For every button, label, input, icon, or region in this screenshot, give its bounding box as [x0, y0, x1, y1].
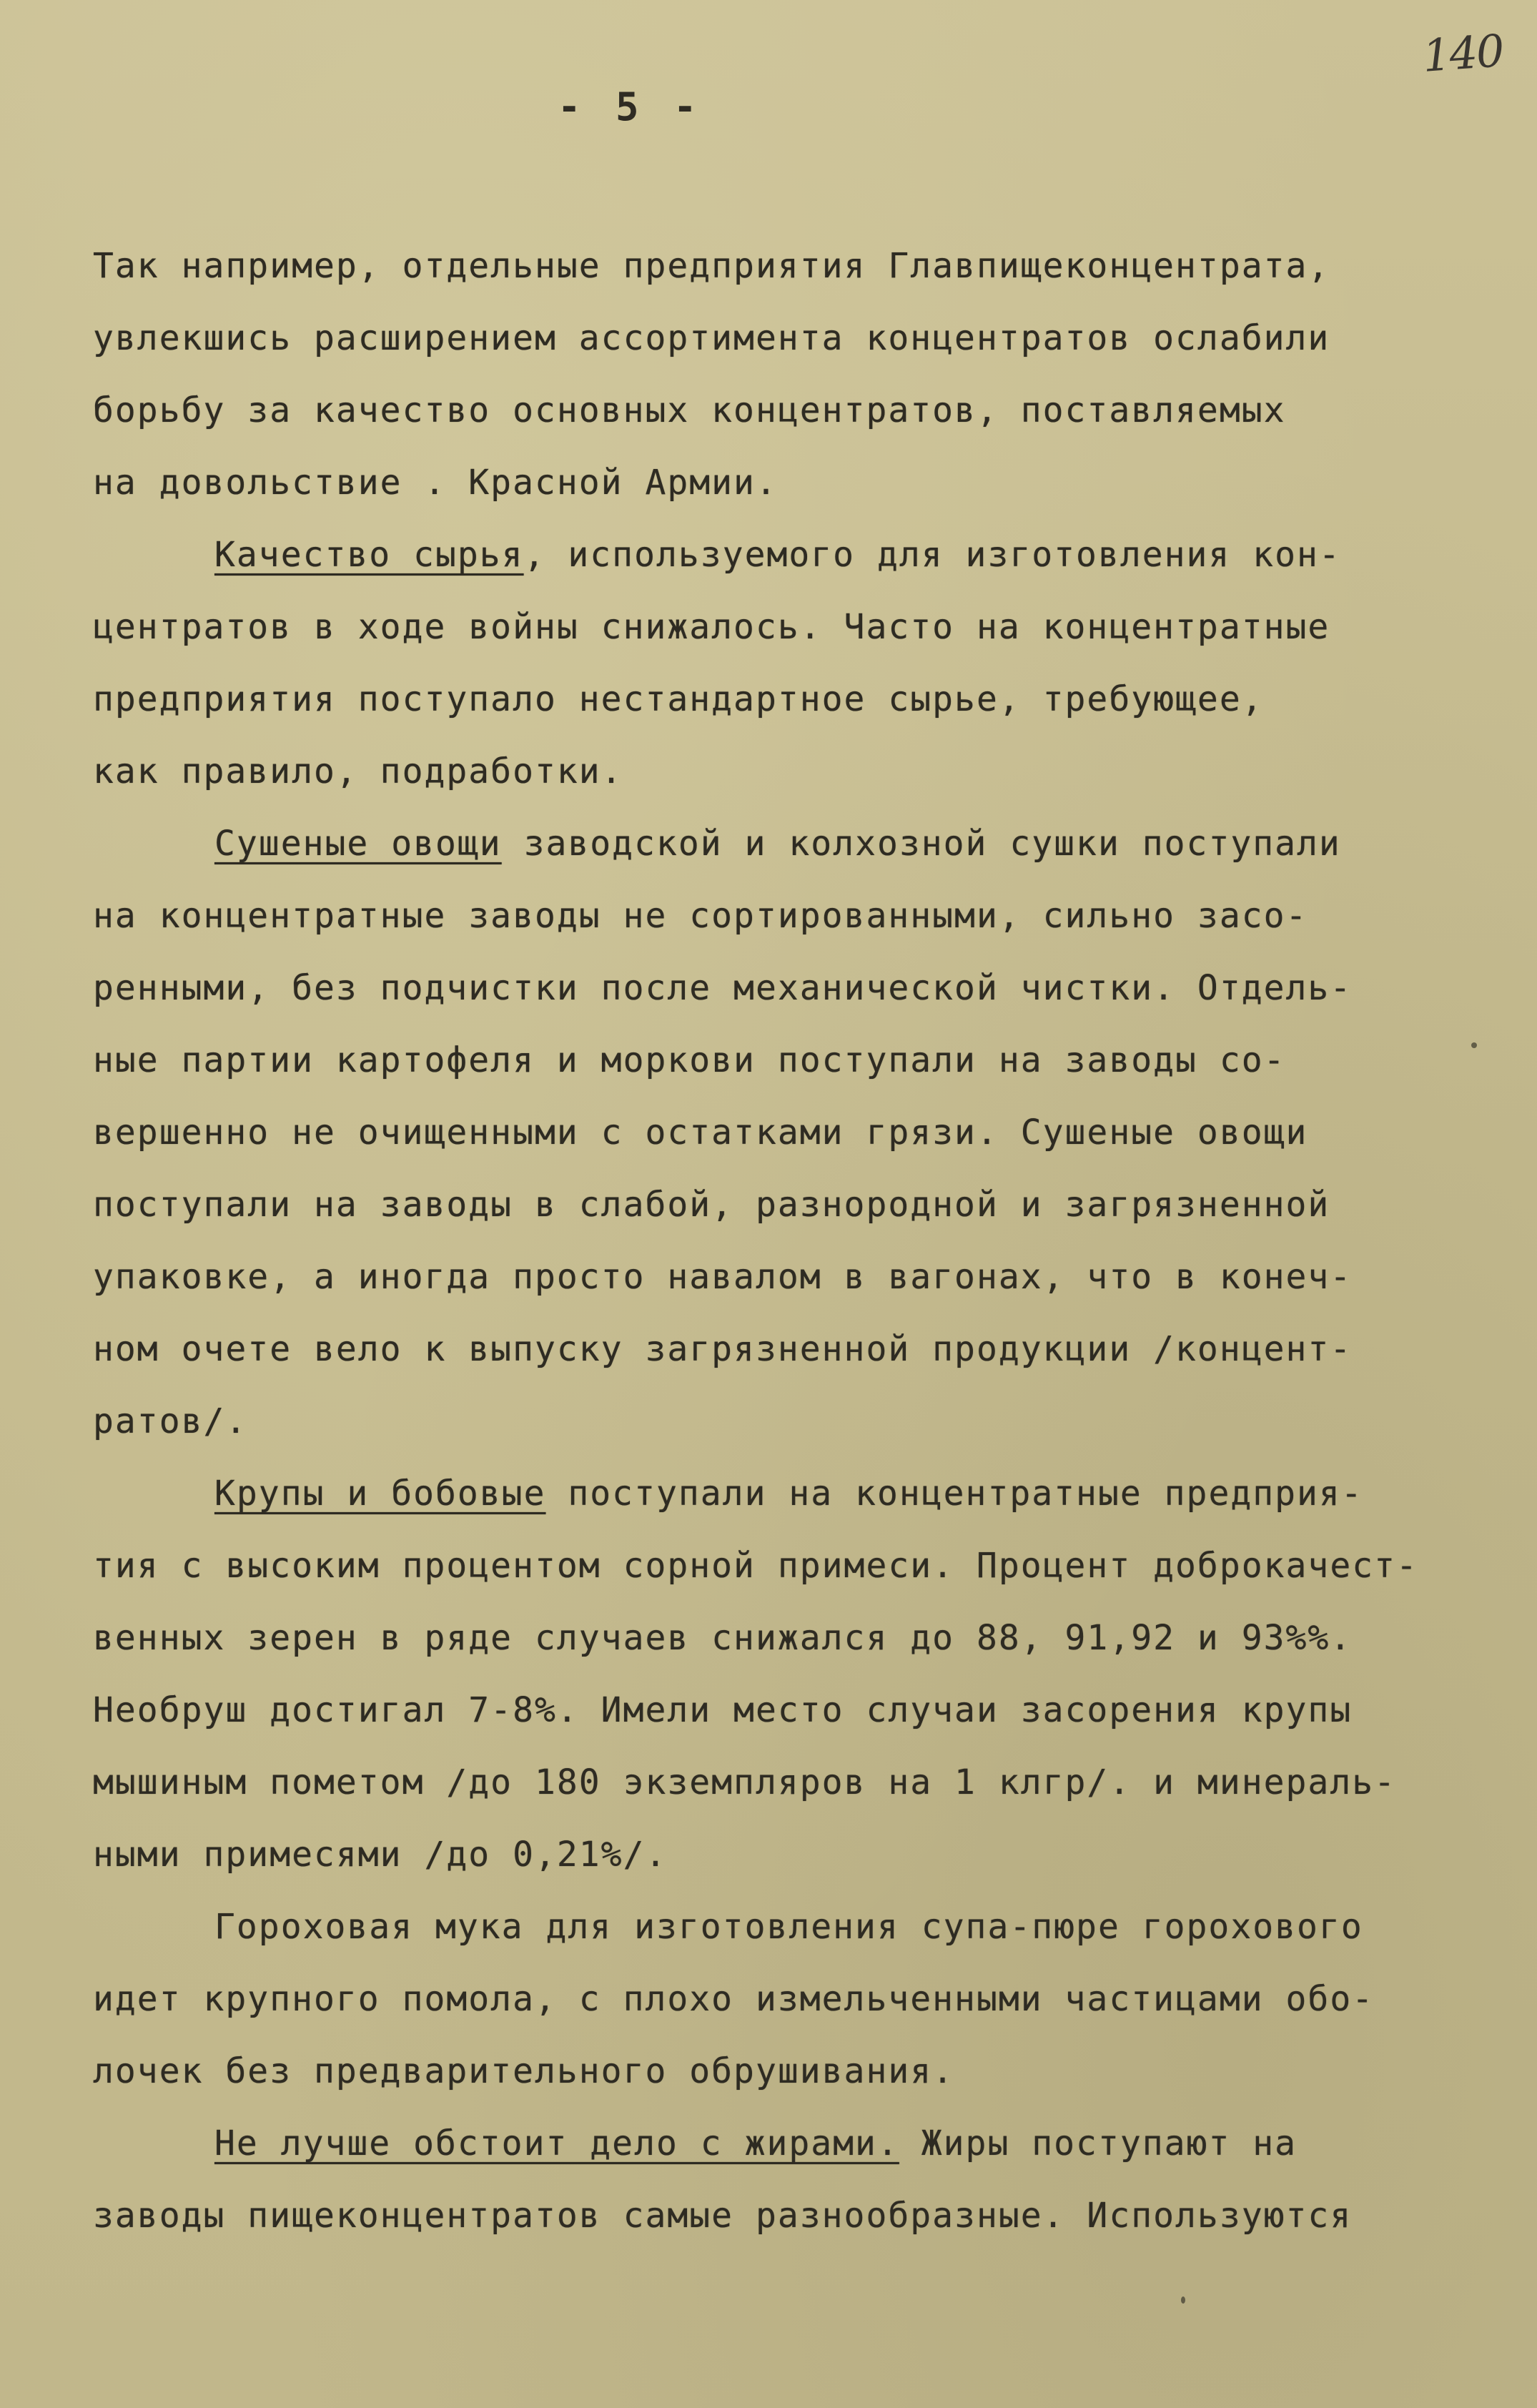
text-line	[93, 952, 1494, 1025]
line-text: ные партии картофеля и моркови поступали на заводы со-	[93, 1040, 1286, 1080]
underlined-heading: Не лучше обстоит дело с жирами.	[214, 2123, 899, 2163]
paper-speck	[1181, 2296, 1185, 2304]
archive-sheet-number: 140	[1420, 24, 1505, 82]
text-line	[93, 1674, 1494, 1747]
text-line	[93, 663, 1494, 736]
text-line	[93, 1747, 1494, 1819]
text-line	[93, 1963, 1494, 2036]
line-text: борьбу за качество основных концентратов, поставляемых	[93, 390, 1286, 430]
text-line	[93, 302, 1494, 375]
text-line	[93, 1097, 1494, 1169]
underlined-heading: Сушеные овощи	[214, 824, 502, 864]
line-text: тия с высоким процентом сорной примеси. Процент доброкачест-	[93, 1546, 1418, 1586]
text-line	[93, 1313, 1494, 1386]
line-text: упаковке, а иногда просто навалом в вагонах, что в конеч-	[93, 1257, 1353, 1297]
line-text: вершенно не очищенными с остатками грязи. Сушеные овощи	[93, 1112, 1308, 1153]
line-text: лочек без предварительного обрушивания.	[93, 2051, 955, 2091]
page-number: - 5 -	[558, 84, 703, 129]
line-text: Жиры поступают на	[899, 2123, 1298, 2163]
text-line	[93, 230, 1494, 302]
text-line	[93, 2108, 1494, 2180]
line-text: на концентратные заводы не сортированными, сильно засо-	[93, 896, 1308, 936]
text-line	[93, 808, 1494, 880]
line-text: как правило, подработки.	[93, 751, 623, 791]
line-text: венных зерен в ряде случаев снижался до 88, 91,92 и 93%%.	[93, 1618, 1353, 1658]
text-line	[93, 736, 1494, 808]
document-body	[93, 230, 1494, 2252]
text-line	[93, 2180, 1494, 2252]
underlined-heading: Крупы и бобовые	[214, 1474, 546, 1514]
line-text: ном очете вело к выпуску загрязненной продукции /концент-	[93, 1329, 1353, 1369]
text-line	[93, 591, 1494, 663]
text-line	[93, 1530, 1494, 1602]
text-line	[93, 1458, 1494, 1530]
line-text: увлекшись расширением ассортимента концентратов ослабили	[93, 318, 1330, 358]
line-text: ными примесями /до 0,21%/.	[93, 1835, 668, 1875]
text-line	[93, 1241, 1494, 1313]
line-text: заводы пищеконцентратов самые разнообразные. Используются	[93, 2196, 1353, 2236]
line-text: заводской и колхозной сушки поступали	[501, 824, 1341, 864]
text-line	[93, 880, 1494, 952]
line-text: Необруш достигал 7-8%. Имели место случаи засорения крупы	[93, 1690, 1353, 1730]
text-line	[93, 1386, 1494, 1458]
text-line	[93, 2036, 1494, 2108]
line-text: на довольствие . Красной Армии.	[93, 463, 778, 503]
text-line	[93, 1602, 1494, 1674]
line-text: предприятия поступало нестандартное сырье, требующее,	[93, 679, 1264, 719]
text-line	[93, 1169, 1494, 1241]
line-text: поступали на концентратные предприя-	[545, 1474, 1363, 1514]
text-line	[93, 1891, 1494, 1963]
line-text: ратов/.	[93, 1401, 248, 1441]
line-text: ренными, без подчистки после механической чистки. Отдель-	[93, 968, 1353, 1008]
text-line	[93, 1025, 1494, 1097]
text-line	[93, 1819, 1494, 1891]
line-text: , используемого для изготовления кон-	[523, 535, 1341, 575]
underlined-heading: Качество сырья	[214, 535, 524, 575]
paper-speck	[1471, 1042, 1477, 1048]
line-text: поступали на заводы в слабой, разнородной и загрязненной	[93, 1185, 1330, 1225]
line-text: Так например, отдельные предприятия Главпищеконцентрата,	[93, 246, 1330, 286]
text-line	[93, 447, 1494, 519]
line-text: идет крупного помола, с плохо измельченными частицами обо-	[93, 1979, 1375, 2019]
text-line	[93, 375, 1494, 447]
line-text: мышиным пометом /до 180 экземпляров на 1 клгр/. и минераль-	[93, 1762, 1397, 1802]
text-line	[93, 519, 1494, 591]
line-text: центратов в ходе войны снижалось. Часто на концентратные	[93, 607, 1330, 647]
line-text: Гороховая мука для изготовления супа-пюре горохового	[214, 1907, 1363, 1947]
